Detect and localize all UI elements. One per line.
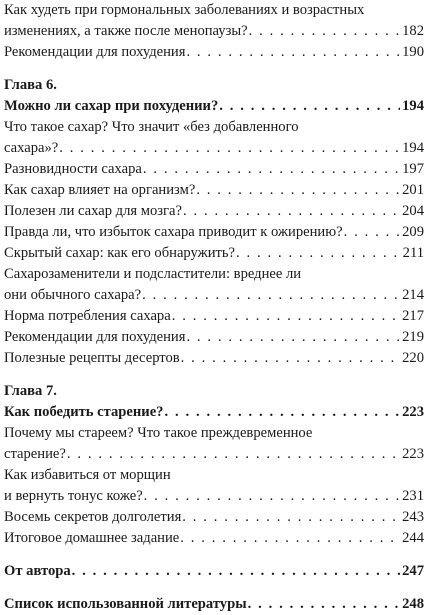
chapter-label: Глава 6.	[4, 77, 57, 93]
page-number: 219	[402, 329, 424, 345]
toc-entry[interactable]	[4, 348, 424, 369]
leader-dots	[164, 402, 400, 423]
chapter-heading-title: Как победить старение?	[4, 404, 164, 420]
section-spacer	[4, 63, 424, 75]
toc-entry-title-line: Рекомендации для похудения	[4, 329, 186, 345]
chapter-6	[4, 75, 424, 369]
toc-entry-title-line: Скрытый сахар: как его обнаружить?	[4, 245, 236, 261]
page-number: 209	[402, 224, 424, 240]
leader-dots	[172, 306, 400, 327]
table-of-contents	[4, 0, 424, 615]
leader-dots	[180, 528, 400, 549]
toc-entry-title-line: они обычного сахара?	[4, 287, 142, 303]
leader-dots	[182, 507, 400, 528]
toc-entry[interactable]	[4, 117, 424, 159]
leader-dots	[59, 138, 400, 159]
leader-dots	[219, 96, 400, 117]
toc-entry-title-line: Правда ли, что избыток сахара приводит к ожирению?	[4, 224, 343, 240]
leader-dots	[181, 348, 400, 369]
page-number: 220	[402, 350, 424, 366]
chapter-7	[4, 381, 424, 549]
leader-dots	[144, 486, 400, 507]
toc-entry[interactable]	[4, 507, 424, 528]
chapter-heading[interactable]	[4, 96, 424, 117]
toc-entry-title-line: Рекомендации для похудения	[4, 44, 186, 60]
toc-entry-title-line: Почему мы стареем? Что такое преждевременное	[4, 425, 313, 441]
toc-entry[interactable]	[4, 42, 424, 63]
toc-entry[interactable]	[4, 201, 424, 222]
toc-entry-title-line: Как избавиться от морщин	[4, 467, 171, 483]
leader-dots	[236, 243, 401, 264]
toc-entry[interactable]	[4, 528, 424, 549]
leader-dots	[344, 222, 401, 243]
toc-author-section[interactable]	[4, 561, 424, 582]
toc-bibliography-section[interactable]	[4, 594, 424, 615]
toc-entry-title-line: Итоговое домашнее задание	[4, 530, 180, 546]
toc-entry-title-line: Полезные рецепты десертов	[4, 350, 180, 366]
page-number: 211	[402, 245, 424, 261]
toc-entry-title-line: изменениях, а также после менопаузы?	[4, 23, 248, 39]
toc-entry-title-line: Как сахар влияет на организм?	[4, 182, 196, 198]
toc-entry-title-line: Полезен ли сахар для мозга?	[4, 203, 182, 219]
leader-dots	[196, 180, 400, 201]
page-number: 223	[402, 404, 424, 420]
leader-dots	[186, 327, 400, 348]
chapter-label: Глава 7.	[4, 383, 57, 399]
page-number: 223	[402, 446, 424, 462]
toc-entry-title-line: Сахарозаменители и подсластители: вреднее ли	[4, 266, 302, 282]
page-number: 248	[402, 596, 424, 612]
leader-dots	[248, 594, 400, 615]
chapter-heading-title: Можно ли сахар при похудении?	[4, 98, 219, 114]
page-number: 217	[402, 308, 424, 324]
page-number: 190	[402, 44, 424, 60]
toc-entry[interactable]	[4, 264, 424, 306]
toc-entry-title-line: Норма потребления сахара	[4, 308, 171, 324]
page-number: 214	[402, 287, 424, 303]
toc-entry-title-line: Восемь секретов долголетия	[4, 509, 182, 525]
toc-entry-title-line: сахара»?	[4, 140, 59, 156]
page-number: 231	[402, 488, 424, 504]
chapter-heading[interactable]	[4, 402, 424, 423]
leader-dots	[186, 42, 400, 63]
leader-dots	[143, 159, 400, 180]
leader-dots	[142, 285, 400, 306]
leader-dots	[183, 201, 400, 222]
toc-entry[interactable]	[4, 243, 424, 264]
page-number: 243	[402, 509, 424, 525]
leader-dots	[72, 561, 400, 582]
leader-dots	[249, 21, 400, 42]
toc-entry-title-line: старение?	[4, 446, 66, 462]
section-title: От автора	[4, 563, 71, 579]
page-number: 247	[402, 563, 424, 579]
leader-dots	[67, 444, 400, 465]
section-spacer	[4, 549, 424, 561]
toc-entry[interactable]	[4, 423, 424, 465]
page-number: 182	[402, 23, 424, 39]
toc-entry[interactable]	[4, 465, 424, 507]
page-number: 201	[402, 182, 424, 198]
toc-entry[interactable]	[4, 0, 424, 42]
toc-entry-title-line: Разновидности сахара	[4, 161, 142, 177]
toc-entry[interactable]	[4, 180, 424, 201]
toc-entry-title-line: Как худеть при гормональных заболеваниях и возрастных	[4, 2, 365, 18]
page-number: 194	[402, 98, 424, 114]
page-number: 194	[402, 140, 424, 156]
toc-entry[interactable]	[4, 327, 424, 348]
toc-entry[interactable]	[4, 222, 424, 243]
page-number: 204	[402, 203, 424, 219]
toc-entry-title-line: и вернуть тонус коже?	[4, 488, 143, 504]
section-spacer	[4, 582, 424, 594]
section-title: Список использованной литературы	[4, 596, 247, 612]
toc-entry[interactable]	[4, 159, 424, 180]
toc-entry-title-line: Что такое сахар? Что значит «без добавленного	[4, 119, 299, 135]
section-spacer	[4, 369, 424, 381]
toc-entry[interactable]	[4, 306, 424, 327]
page-number: 244	[402, 530, 424, 546]
page-number: 197	[402, 161, 424, 177]
